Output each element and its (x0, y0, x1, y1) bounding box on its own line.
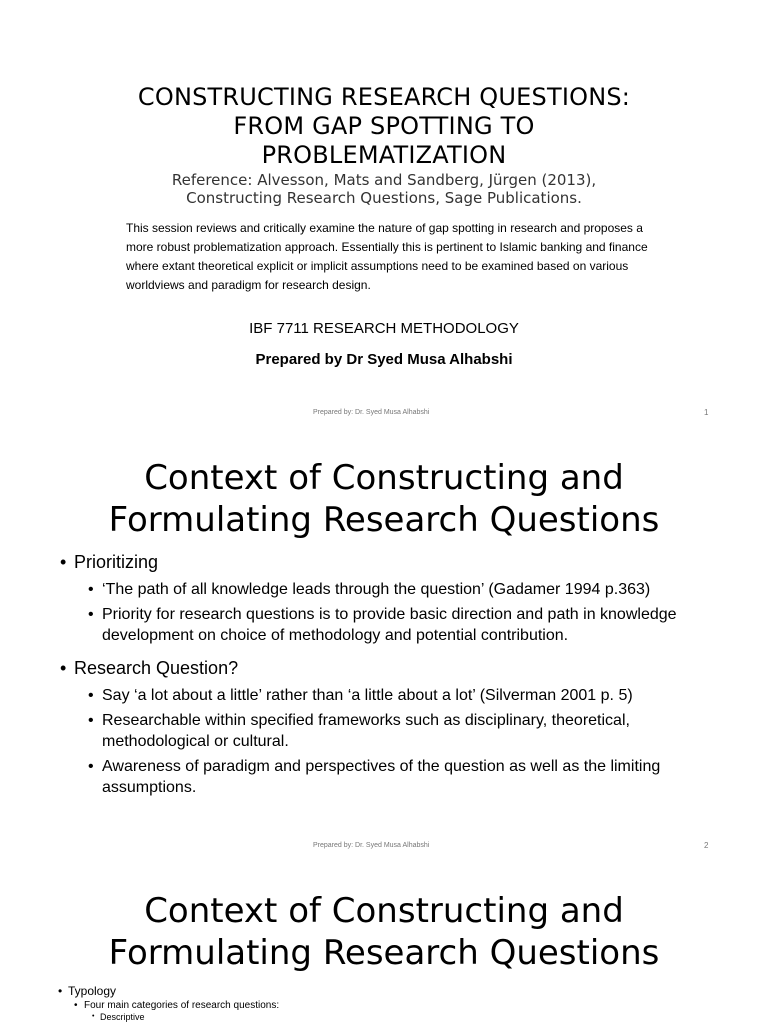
bullet-item: • Awareness of paradigm and perspectives of the question as well as the limiting assumptions. (60, 756, 740, 798)
bullet-subitem: • Descriptive (58, 1012, 738, 1022)
slide-footer: Prepared by: Dr. Syed Musa Alhabshi (313, 409, 430, 416)
slide-2-title (0, 457, 768, 541)
course-code: IBF 7711 RESEARCH METHODOLOGY (249, 320, 519, 337)
bullet-item: • Researchable within specified frameworks such as disciplinary, theoretical, methodological or cultural. (60, 710, 740, 752)
bullet-heading: • Prioritizing (60, 552, 740, 573)
slide-footer: Prepared by: Dr. Syed Musa Alhabshi (313, 842, 430, 849)
slide-3-title (0, 890, 768, 974)
page-number: 1 (704, 408, 709, 417)
title-line: Context of Constructing and (144, 458, 624, 498)
title-line: PROBLEMATIZATION (261, 141, 507, 169)
bullet-item: • Priority for research questions is to provide basic direction and path in knowledge development on choice of methodology and potential contribution. (60, 604, 740, 646)
bullet-list (60, 552, 740, 798)
author: Prepared by Dr Syed Musa Alhabshi (255, 351, 513, 368)
bullet-item: • Four main categories of research questions: (58, 1000, 738, 1011)
reference-line: Constructing Research Questions, Sage Publications. (186, 189, 582, 207)
reference-line: Reference: Alvesson, Mats and Sandberg, Jürgen (2013), (171, 171, 597, 189)
bullet-heading: • Research Question? (60, 658, 740, 679)
bullet-heading: • Typology (58, 984, 738, 998)
slide-1-title (0, 83, 768, 170)
title-line: Formulating Research Questions (108, 500, 660, 540)
page-number: 2 (704, 841, 709, 850)
title-line: Context of Constructing and (144, 891, 624, 931)
bullet-list (58, 984, 738, 1022)
abstract: This session reviews and critically examine the nature of gap spotting in research and proposes a more robust problematization approach. Essentially this is pertinent to Islamic banking and finance where extant theoretical explicit or implicit assumptions need to be examined based on various worldviews and paradigm for research design. (126, 221, 648, 292)
reference (0, 171, 768, 207)
title-line: CONSTRUCTING RESEARCH QUESTIONS: (137, 83, 631, 111)
title-line: Formulating Research Questions (108, 933, 660, 973)
bullet-item: • Say ‘a lot about a little’ rather than ‘a little about a lot’ (Silverman 2001 p. 5) (60, 685, 740, 706)
title-line: FROM GAP SPOTTING TO (233, 112, 535, 140)
slide-1 (0, 0, 768, 430)
bullet-item: • ‘The path of all knowledge leads through the question’ (Gadamer 1994 p.363) (60, 579, 740, 600)
